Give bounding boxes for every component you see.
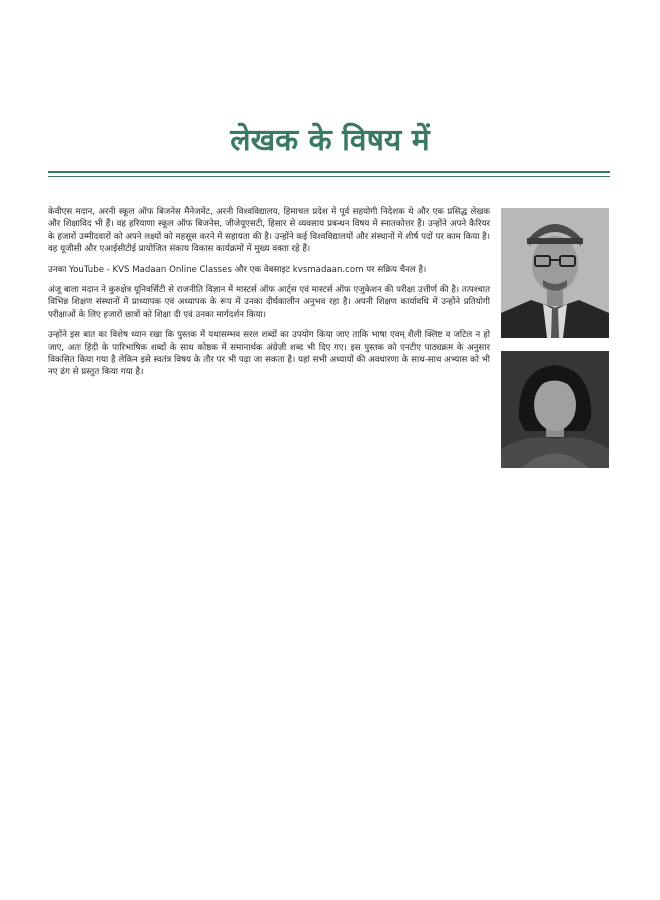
bio-paragraph-1: केवीएस मदान, अरनी स्कूल ऑफ बिजनेस मैनेजमेंट, अरनी विश्वविद्यालय, हिमाचल प्रदेश में पूर्व सहयोगी निदेशक थे और एक प्रसिद्ध लेखक और शिक्षाविद भी हैं। वह हरियाणा स्कूल ऑफ बिजनेस, जीजेयूएसटी, हिसार से व्यवसाय प्रबन्धन विषय में स्नातकोत्तर हैं। उन्होंने अपने कैरियर के हजारों उम्मीदवारों को अपने लक्ष्यों को महसूस करने में सहायता की है। उन्होंने कई विश्वविद्यालयों और संस्थानों में शीर्ष पदों पर काम किया है। वह यूजीसी और एआईसीटीई प्रायोजित संकाय विकास कार्यक्रमों में मुख्य वक्ता रहे हैं। — [48, 207, 490, 255]
title-divider-thick — [48, 171, 610, 173]
bio-paragraph-3: अंजू बाला मदान ने कुरुक्षेत्र यूनिवर्सिटी से राजनीति विज्ञान में मास्टर्स ऑफ आर्ट्स एवं मास्टर्स ऑफ एजुकेशन की परीक्षा उत्तीर्ण की है। तत्पश्चात विभिन्न शिक्षण संस्थानों में प्राध्यापक एवं अध्यापक के रूप में उनका दीर्घकालीन अनुभव रहा है। अपनी शिक्षण कार्यावधि में उन्होंने प्रतियोगी परीक्षाओं के लिए हजारों छात्रों को शिक्षा दी एवं उनका मार्गदर्शन किया। — [48, 285, 490, 320]
title-divider-thin — [48, 176, 610, 177]
author-photo-female — [501, 351, 609, 468]
page-title: लेखक के विषय में — [230, 123, 430, 158]
bio-paragraph-2: उनका YouTube - KVS Madaan Online Classes और एक वेबसाइट kvsmadaan.com पर सक्रिय चैनल है। — [48, 264, 427, 275]
bio-paragraph-4: उन्होंने इस बात का विशेष ध्यान रखा कि पुस्तक में यथासम्भव सरल शब्दों का उपयोग किया जाए ताकि भाषा एवम् शैली क्लिष्ट व जटिल न हो जाए, अतः हिंदी के पारिभाषिक शब्दों के साथ कोष्ठक में समानार्थक अंग्रेज़ी शब्द भी दिए गए। इस पुस्तक को एनटीए पाठ्यक्रम के अनुसार विकसित किया गया है लेकिन इसे स्वतंत्र विषय के तौर पर भी पढ़ा जा सकता है। यहां सभी अध्यायों की अवधारणा के साथ-साथ अभ्यास को भी नए ढंग से प्रस्तुत किया गया है। — [48, 330, 490, 378]
author-bio-text — [48, 206, 490, 387]
author-photo-male — [501, 208, 609, 338]
